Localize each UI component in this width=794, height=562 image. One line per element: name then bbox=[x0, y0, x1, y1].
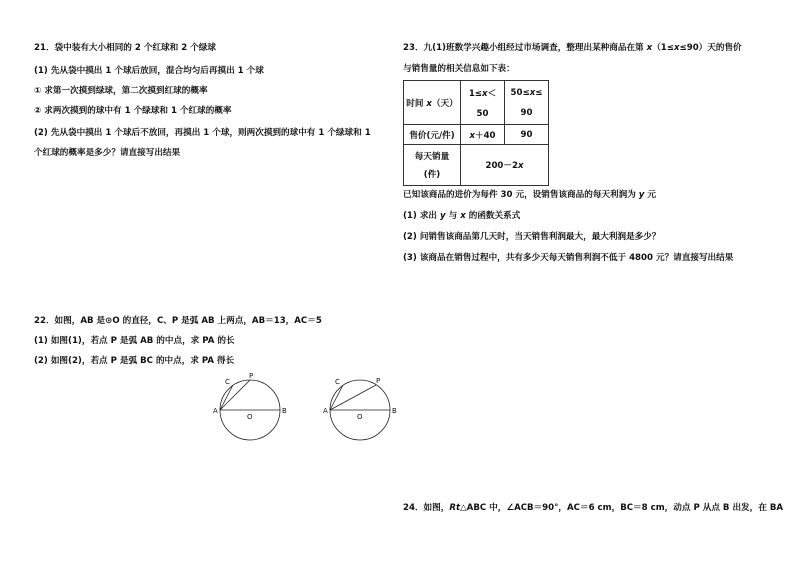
q21-part1-b: ② 求两次摸到的球中有 1 个绿球和 1 个红球的概率 bbox=[34, 106, 232, 116]
figure1-label-p: P bbox=[249, 372, 254, 380]
figure1-chord-ac bbox=[220, 385, 233, 410]
q21-title: 21．袋中装有大小相同的 2 个红球和 2 个绿球 bbox=[34, 43, 216, 53]
figure2-label-b: B bbox=[392, 407, 397, 415]
q23-info: 已知该商品的进价为每件 30 元，设销售该商品的每天利润为 y 元 bbox=[403, 190, 656, 200]
q22-part1: (1) 如图(1)，若点 P 是弧 AB 的中点，求 PA 的长 bbox=[34, 336, 235, 346]
circle-figure-1 bbox=[210, 372, 290, 442]
table-header-time: 时间 x（天） bbox=[404, 81, 461, 125]
q23-part2: (2) 问销售该商品第几天时，当天销售利润最大，最大利润是多少？ bbox=[403, 232, 661, 242]
figure2-label-c: C bbox=[335, 378, 340, 386]
table-cell-sales: 200－2x bbox=[461, 145, 549, 186]
table-row bbox=[404, 125, 549, 145]
circle-figure-2 bbox=[320, 372, 400, 442]
table-header-price: 售价(元/件) bbox=[404, 125, 461, 145]
q23-title-line2: 与销售量的相关信息如下表： bbox=[403, 64, 515, 74]
table-row bbox=[404, 145, 549, 186]
figure1-label-a: A bbox=[213, 407, 218, 415]
figure2-label-o: O bbox=[357, 413, 363, 421]
table-cell-range1: 1≤x＜ 50 bbox=[461, 81, 505, 125]
q23-part1: (1) 求出 y 与 x 的函数关系式 bbox=[403, 211, 521, 221]
q21-part2-line1: (2) 先从袋中摸出 1 个球后不放回，再摸出 1 个球，则两次摸到的球中有 1 个绿球和 1 bbox=[34, 128, 371, 138]
figure1-label-c: C bbox=[225, 378, 230, 386]
figure2-label-a: A bbox=[323, 407, 328, 415]
q22-part2: (2) 如图(2)，若点 P 是弧 BC 的中点，求 PA 得长 bbox=[34, 356, 235, 366]
q23-title: 23．九(1)班数学兴趣小组经过市场调查，整理出某种商品在第 x（1≤x≤90）天的售价 bbox=[403, 43, 742, 53]
table-header-sales: 每天销量 (件) bbox=[404, 145, 461, 186]
figure2-label-p: P bbox=[376, 377, 381, 385]
q21-part1-a: ① 求第一次摸到绿球，第二次摸到红球的概率 bbox=[34, 86, 208, 96]
price-sales-table bbox=[403, 80, 549, 186]
table-cell-price2: 90 bbox=[505, 125, 549, 145]
q24-title: 24．如图，Rt△ABC 中，∠ACB＝90°，AC＝6 cm，BC＝8 cm，动点 P 从点 B 出发，在 BA bbox=[403, 503, 784, 513]
figure1-label-b: B bbox=[282, 407, 287, 415]
table-cell-price1: x＋40 bbox=[461, 125, 505, 145]
figure1-label-o: O bbox=[247, 413, 253, 421]
q21-part2-line2: 个红球的概率是多少？请直接写出结果 bbox=[34, 148, 181, 158]
q22-title: 22．如图，AB 是⊙O 的直径，C、P 是弧 AB 上两点，AB＝13，AC＝5 bbox=[34, 316, 322, 326]
table-row bbox=[404, 81, 549, 125]
table-cell-range2: 50≤x≤ 90 bbox=[505, 81, 549, 125]
q21-part1: (1) 先从袋中摸出 1 个球后放回，混合均匀后再摸出 1 个球 bbox=[34, 66, 264, 76]
q23-part3: (3) 该商品在销售过程中，共有多少天每天销售利润不低于 4800 元？请直接写出结果 bbox=[403, 253, 734, 263]
